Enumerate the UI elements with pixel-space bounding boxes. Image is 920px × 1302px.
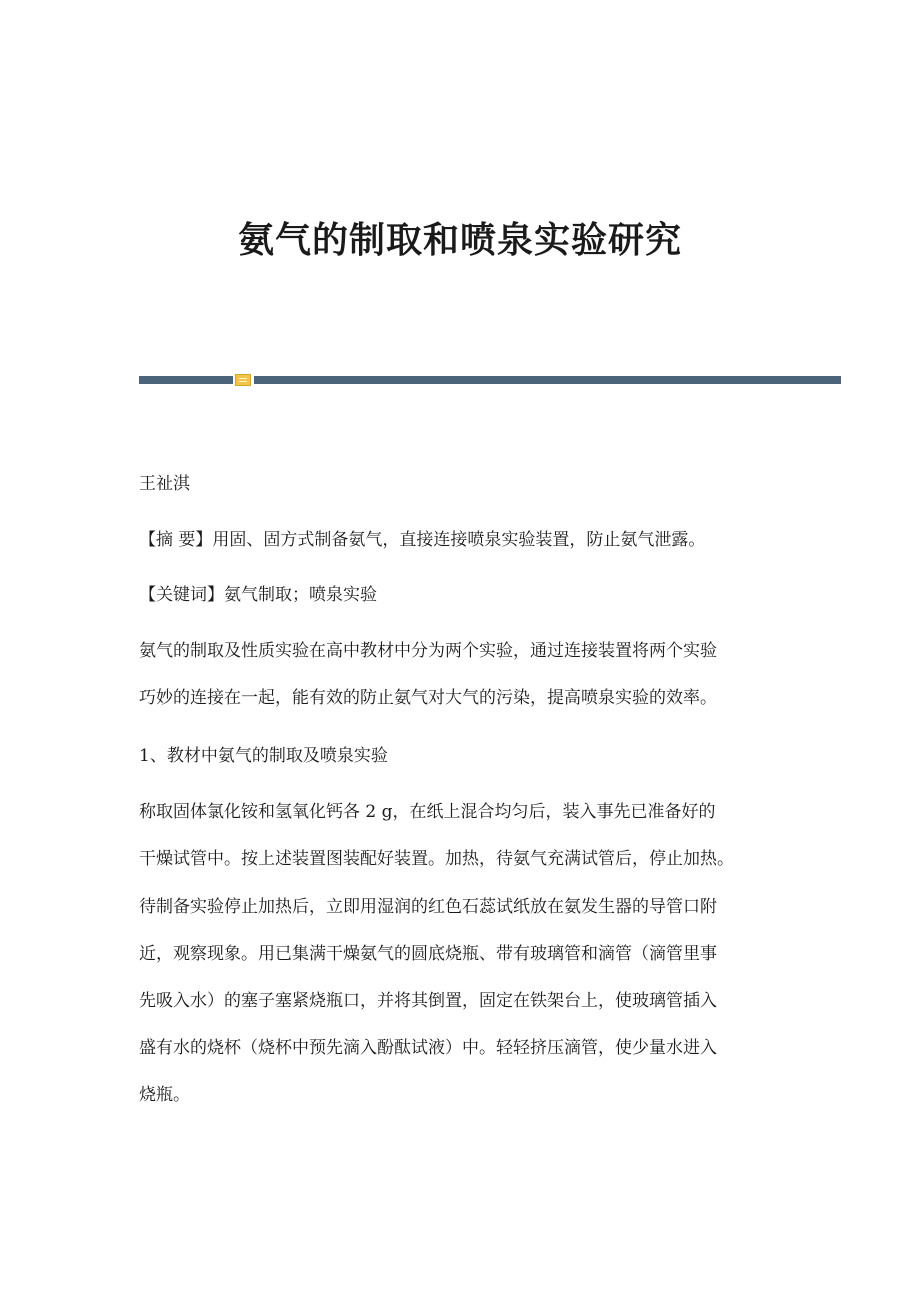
- body-line: 先吸入水）的塞子塞紧烧瓶口，并将其倒置，固定在铁架台上，使玻璃管插入: [139, 991, 717, 1011]
- body-line: 烧瓶。: [139, 1085, 190, 1105]
- divider-bar-right: [254, 376, 841, 384]
- title-divider: [139, 374, 841, 386]
- document-icon: [235, 374, 251, 386]
- body-line: 近，观察现象。用已集满干燥氨气的圆底烧瓶、带有玻璃管和滴管（滴管里事: [139, 944, 717, 964]
- intro-line: 氨气的制取及性质实验在高中教材中分为两个实验，通过连接装置将两个实验: [139, 641, 717, 661]
- abstract: 【摘 要】用固、固方式制备氨气，直接连接喷泉实验装置，防止氨气泄露。: [139, 530, 706, 550]
- body-line: 干燥试管中。按上述装置图装配好装置。加热，待氨气充满试管后，停止加热。: [139, 849, 734, 869]
- intro-line: 巧妙的连接在一起，能有效的防止氨气对大气的污染，提高喷泉实验的效率。: [139, 688, 717, 708]
- keywords: 【关键词】氨气制取；喷泉实验: [139, 585, 377, 605]
- body-line: 待制备实验停止加热后，立即用湿润的红色石蕊试纸放在氨发生器的导管口附: [139, 897, 717, 917]
- section-heading: 1、教材中氨气的制取及喷泉实验: [139, 746, 388, 766]
- body-line: 盛有水的烧杯（烧杯中预先滴入酚酞试液）中。轻轻挤压滴管，使少量水进入: [139, 1038, 717, 1058]
- divider-bar-left: [139, 376, 233, 384]
- document-title: 氨气的制取和喷泉实验研究: [237, 219, 682, 261]
- author-name: 王祉淇: [139, 474, 190, 494]
- body-line: 称取固体氯化铵和氢氧化钙各 2 g，在纸上混合均匀后，装入事先已准备好的: [139, 802, 716, 822]
